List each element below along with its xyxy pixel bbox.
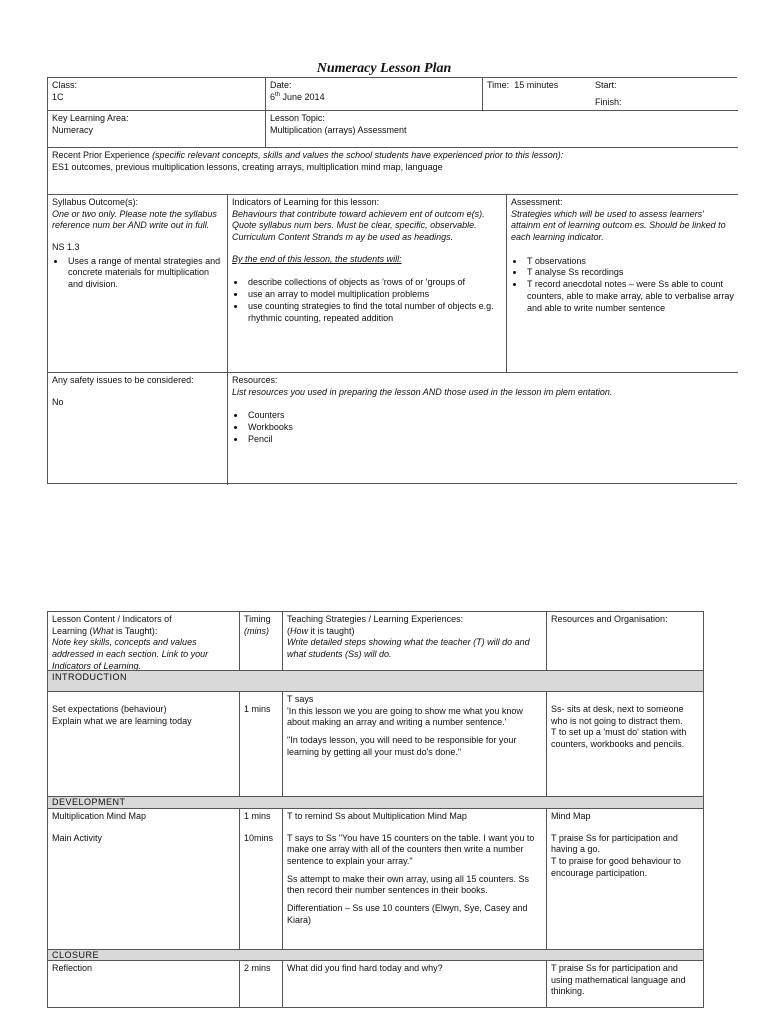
page-title: Numeracy Lesson Plan: [316, 61, 452, 76]
lesson-plan-header-table: [47, 77, 737, 484]
list-item: • Uses a range of mental strategies and concrete materials for multiplication and division.: [66, 256, 223, 291]
section-development: DEVELOPMENT: [48, 796, 703, 809]
closure-content: Reflection: [52, 963, 93, 973]
kla-value: Numeracy: [52, 124, 94, 135]
kla-cell: [48, 110, 265, 147]
resources-org-header: Resources and Organisation:: [546, 612, 705, 670]
section-closure: CLOSURE: [48, 949, 703, 961]
list-item: • T record anecdotal notes – were Ss able to count counters, able to make array, able to verbalise array and able to write number sentence: [525, 279, 734, 314]
prior-experience-cell: [48, 147, 738, 194]
strategies-header: Teaching Strategies / Learning Experiences: (How it is taught) Write detailed steps showing what the teacher (T) will do and what students (Ss) will do.: [282, 612, 546, 670]
syllabus-label: Syllabus Outcome(s):: [52, 197, 139, 207]
prior-value: ES1 outcomes, previous multiplication lessons, creating arrays, multiplication mind map, language: [52, 161, 443, 172]
start-label: Start:: [595, 80, 617, 90]
indicators-by-end: By the end of this lesson, the students will:: [232, 253, 402, 264]
resources-note: List resources you used in preparing the lesson AND those used in the lesson im plem entation.: [232, 386, 613, 397]
finish-label: Finish:: [595, 97, 622, 107]
assessment-cell: [506, 194, 738, 372]
closure-strategies: What did you find hard today and why?: [282, 961, 546, 1007]
dev-timing: 1 mins 10mins: [239, 809, 282, 949]
list-item: • Workbooks: [246, 422, 734, 434]
lesson-content-table: [47, 611, 704, 1008]
class-cell: [48, 78, 265, 110]
assessment-note: Strategies which will be used to assess learners' attainm ent of learning outcom es. Should be linked to each learning indicator.: [511, 208, 726, 243]
closure-timing: 2 mins: [239, 961, 282, 1007]
indicators-list: [232, 277, 502, 324]
prior-note: (specific relevant concepts, skills and values the school students have experienced prior to this lesson):: [152, 150, 564, 160]
safety-label: Any safety issues to be considered:: [52, 375, 194, 385]
resources-label: Resources:: [232, 375, 278, 385]
syllabus-note: One or two only. Please note the syllabus reference num ber AND write out in full.: [52, 208, 217, 231]
time-label: Time:: [487, 80, 510, 90]
date-label: Date:: [270, 80, 292, 90]
intro-strategies: T says 'In this lesson we you are going to show me what you know about making an array and writing a number sentence.' "In todays lesson, you will need to be responsible for your learning by getting all your must do's done.": [282, 692, 546, 796]
topic-value: Multiplication (arrays) Assessment: [270, 124, 407, 135]
prior-label: Recent Prior Experience: [52, 150, 150, 160]
safety-value: No: [52, 396, 64, 407]
syllabus-list: [52, 256, 223, 291]
topic-cell: [265, 110, 738, 147]
assessment-list: [511, 256, 734, 314]
list-item: • use counting strategies to find the total number of objects e.g. rhythmic counting, repeated addition: [246, 301, 502, 324]
class-value: 1C: [52, 91, 64, 102]
syllabus-code: NS 1.3: [52, 242, 80, 253]
date-cell: [265, 78, 482, 110]
assessment-label: Assessment:: [511, 197, 563, 207]
timing-header: Timing (mins): [239, 612, 282, 670]
class-label: Class:: [52, 80, 78, 90]
intro-resources: Ss- sits at desk, next to someone who is not going to distract them. T to set up a 'must do' station with counters, workbooks and pencils.: [546, 692, 705, 796]
syllabus-cell: [48, 194, 227, 372]
content-header: Lesson Content / Indicators of Learning (What is Taught): Note key skills, concepts and values addressed in each section. Link to your Indicators of Learning.: [52, 614, 209, 670]
indicators-cell: [227, 194, 506, 372]
resources-cell: [227, 372, 738, 485]
date-value: 6th June 2014: [270, 91, 325, 102]
time-cell: [482, 78, 738, 110]
list-item: • Counters: [246, 410, 734, 422]
section-introduction: INTRODUCTION: [48, 670, 703, 692]
list-item: • T observations: [525, 256, 734, 268]
intro-timing: 1 mins: [239, 692, 282, 796]
topic-label: Lesson Topic:: [270, 113, 325, 123]
safety-cell: [48, 372, 227, 485]
time-value: 15 minutes: [514, 80, 559, 90]
closure-resources: T praise Ss for participation and using mathematical language and thinking.: [546, 961, 705, 1007]
list-item: • Pencil: [246, 434, 734, 446]
dev-content: Multiplication Mind Map Main Activity: [52, 811, 147, 843]
kla-label: Key Learning Area:: [52, 113, 129, 123]
dev-resources: Mind Map T praise Ss for participation and having a go. T to praise for good behaviour to encourage participation.: [546, 809, 705, 949]
indicators-label: Indicators of Learning for this lesson:: [232, 197, 380, 207]
list-item: • describe collections of objects as 'rows of or 'groups of: [246, 277, 502, 289]
indicators-note: Behaviours that contribute toward achievem ent of outcom e(s). Quote syllabus num bers. Must be clear, specific, observable. Curriculum Content Strands m ay be used as headings.: [232, 208, 485, 243]
dev-strategies: T to remind Ss about Multiplication Mind Map T says to Ss "You have 15 counters on the table. I want you to make one array with all of the counters then write a number sentence to explain your array." Ss attempt to make their own array, using all 15 counters. Ss then record their number sentences in their books. Differentiation – Ss use 10 counters (Elwyn, Sye, Casey and Kiara): [282, 809, 546, 949]
intro-content: Set expectations (behaviour) Explain what we are learning today: [52, 704, 192, 726]
list-item: • use an array to model multiplication problems: [246, 289, 502, 301]
resources-list: [232, 410, 734, 445]
list-item: • T analyse Ss recordings: [525, 267, 734, 279]
